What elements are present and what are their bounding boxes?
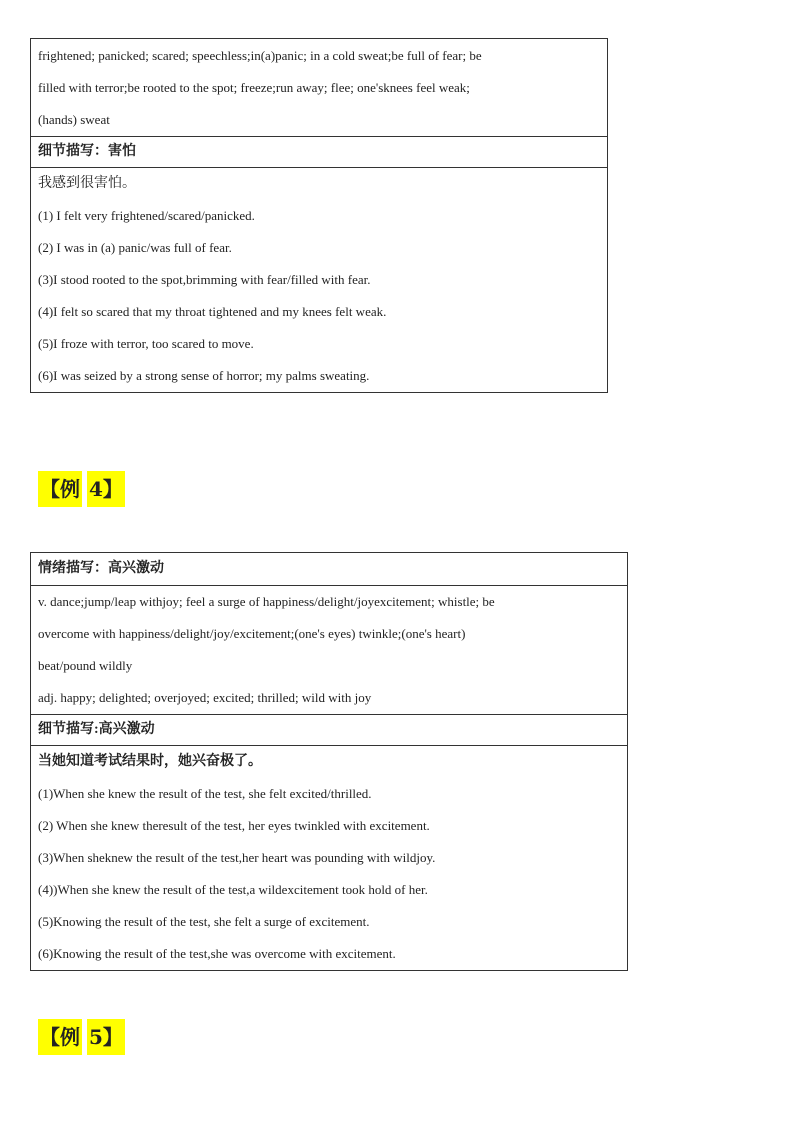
example-5-number: 5】	[87, 1019, 125, 1055]
example-5-bracket: 【例	[38, 1019, 82, 1055]
joy-sentence: (2) When she knew theresult of the test, her eyes twinkled with excitement.	[38, 818, 430, 833]
fear-sentence: (5)I froze with terror, too scared to move.	[38, 336, 254, 351]
fear-words-line: (hands) sweat	[38, 112, 110, 127]
joy-vocab-table	[30, 552, 628, 971]
joy-sentence: (5)Knowing the result of the test, she felt a surge of excitement.	[38, 914, 370, 929]
fear-prompt: 我感到很害怕。	[38, 176, 136, 191]
fear-detail-heading: 细节描写：害怕	[31, 136, 607, 167]
joy-sentence: (6)Knowing the result of the test,she was overcome with excitement.	[38, 946, 396, 961]
joy-prompt: 当她知道考试结果时，她兴奋极了。	[38, 754, 262, 769]
fear-sentence: (1) I felt very frightened/scared/panicked.	[38, 208, 255, 223]
joy-detail-heading: 细节描写:高兴激动	[31, 714, 627, 745]
joy-emotion-heading: 情绪描写：高兴激动	[38, 561, 164, 576]
joy-sentence: (1)When she knew the result of the test, she felt excited/thrilled.	[38, 786, 372, 801]
fear-sentence: (2) I was in (a) panic/was full of fear.	[38, 240, 232, 255]
joy-sentence: (4))When she knew the result of the test,a wildexcitement took hold of her.	[38, 882, 428, 897]
fear-vocab-table	[30, 38, 608, 393]
example-5-label	[38, 1019, 125, 1055]
joy-words-cell	[31, 585, 627, 714]
joy-verb-line: overcome with happiness/delight/joy/excitement;(one's eyes) twinkle;(one's heart)	[38, 626, 466, 641]
joy-sentence: (3)When sheknew the result of the test,her heart was pounding with wildjoy.	[38, 850, 436, 865]
fear-sentence: (3)I stood rooted to the spot,brimming with fear/filled with fear.	[38, 272, 371, 287]
example-4-bracket: 【例	[38, 471, 82, 507]
joy-sentences-cell	[31, 745, 627, 970]
fear-sentence: (6)I was seized by a strong sense of horror; my palms sweating.	[38, 368, 370, 383]
joy-adj-line: adj. happy; delighted; overjoyed; excited; thrilled; wild with joy	[38, 690, 372, 705]
fear-words-cell	[31, 39, 607, 136]
joy-verb-line: v. dance;jump/leap withjoy; feel a surge of happiness/delight/joyexcitement; whistle; be	[38, 594, 495, 609]
joy-verb-line: beat/pound wildly	[38, 658, 133, 673]
fear-sentence: (4)I felt so scared that my throat tightened and my knees felt weak.	[38, 304, 387, 319]
fear-words-line: filled with terror;be rooted to the spot; freeze;run away; flee; one'sknees feel weak;	[38, 80, 470, 95]
fear-words-line: frightened; panicked; scared; speechless;in(a)panic; in a cold sweat;be full of fear; be	[38, 48, 482, 63]
fear-sentences-cell	[31, 167, 607, 392]
example-4-label	[38, 471, 125, 507]
example-4-number: 4】	[87, 471, 125, 507]
